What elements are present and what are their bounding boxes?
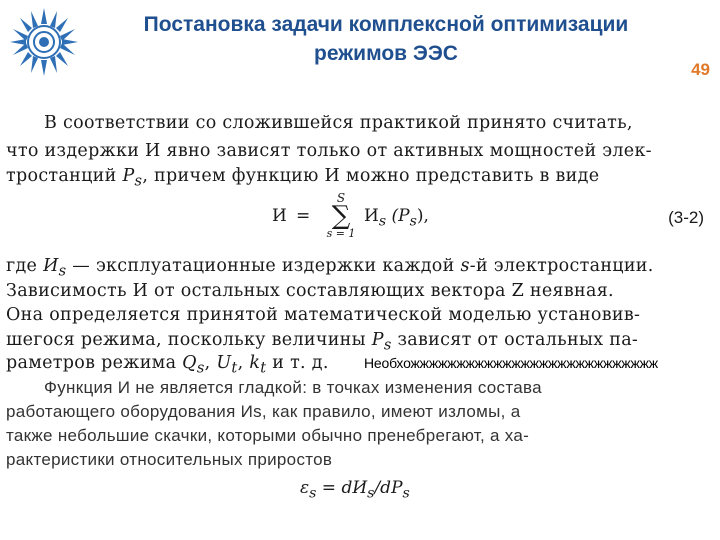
company-logo: [4, 2, 96, 80]
paragraph1-line2: что издержки И явно зависят только от активных мощностей элек-: [6, 141, 652, 161]
formula1-rhs: $И_s$ $(P_s)$,: [364, 206, 429, 230]
paragraph2-line4: шегося режима, поскольку величины $P_s$ зависят от остальных па-: [6, 330, 639, 354]
paragraph3-line2: работающего оборудования Иs, как правило, имеют изломы, а: [6, 402, 521, 421]
paragraph3-line4: рактеристики относительных приростов: [6, 450, 333, 469]
slide-title: [96, 10, 676, 68]
paragraph2-line3: Она определяется принятой математической моделью установив-: [6, 305, 641, 325]
overlay-text: Необхожжжжжжжжжжжжжжжжжжжжжжжжжжж: [364, 355, 658, 371]
paragraph3-line3: также небольшие скачки, которыми обычно пренебрегают, а ха-: [6, 426, 530, 445]
title-line-1: Постановка задачи комплексной оптимизации: [143, 13, 629, 36]
equation-number: (3-2): [668, 208, 704, 227]
title-line-2: режимов ЭЭС: [314, 42, 458, 65]
paragraph3-line1: Функция И не является гладкой: в точках изменения состава: [44, 378, 542, 397]
formula-relative-increment: $\varepsilon_s = dИ_s/dP_s$: [300, 478, 410, 502]
formula1-lhs: И: [272, 206, 287, 226]
paragraph2-line1: где $И_s$ — эксплуатационные издержки каждой s-й электростанции.: [6, 256, 654, 280]
paragraph1-line3: тростанций $P_s$, причем функцию И можно представить в виде: [6, 166, 600, 190]
paragraph2-line2: Зависимость И от остальных составляющих вектора Z неявная.: [6, 281, 614, 301]
formula-3-2: [272, 192, 572, 242]
formula1-eq: =: [296, 206, 311, 226]
sum-symbol: S ∑ s = 1: [326, 191, 356, 240]
paragraph2-line5: раметров режима $Q_s$, $U_t$, $k_t$ и т. д.: [6, 353, 329, 377]
page-number: 49: [691, 60, 710, 79]
paragraph1-line1: В соответствии со сложившейся практикой принято считать,: [44, 113, 633, 133]
sun-emblem-icon: [4, 2, 96, 80]
